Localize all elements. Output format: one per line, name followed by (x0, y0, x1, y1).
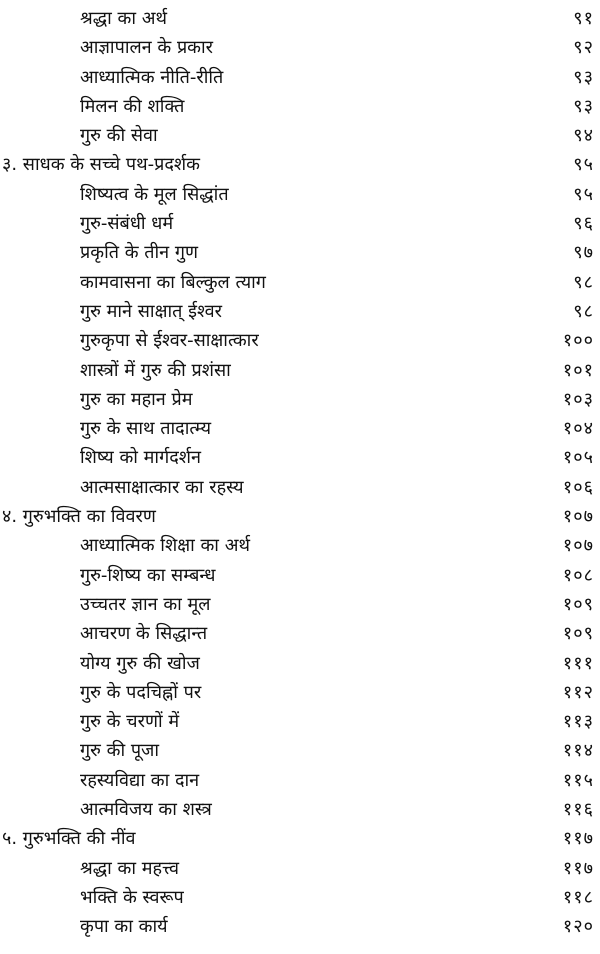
toc-entry-title: गुरु के साथ तादात्म्य (80, 418, 212, 440)
toc-entry-page: ९३ (573, 95, 594, 117)
toc-entry-title: उच्चतर ज्ञान का मूल (80, 593, 211, 615)
toc-entry-page: ९४ (573, 125, 594, 147)
toc-entry (0, 238, 600, 267)
toc-entry (0, 854, 600, 883)
toc-entry (0, 561, 600, 590)
toc-entry-page: ९५ (573, 183, 594, 205)
toc-entry-page: १०७ (562, 535, 594, 557)
toc-entry-title: गुरु माने साक्षात् ईश्वर (80, 300, 222, 322)
toc-entry-page: ९६ (573, 213, 594, 235)
toc-entry-title: रहस्यविद्या का दान (80, 769, 200, 791)
toc-entry-title: गुरु-संबंधी धर्म (80, 213, 174, 235)
toc-entry-title: आध्यात्मिक नीति-रीति (80, 66, 224, 88)
toc-entry-title: आचरण के सिद्धान्त (80, 623, 208, 645)
toc-entry-title: प्रकृति के तीन गुण (80, 242, 199, 264)
toc-entry (0, 33, 600, 62)
toc-entry-page: १२० (562, 916, 594, 938)
toc-entry-title: गुरु की पूजा (80, 740, 160, 762)
toc-entry (0, 4, 600, 33)
toc-entry-title: गुरु के पदचिह्नों पर (80, 681, 202, 703)
toc-chapter-entry (0, 502, 600, 531)
toc-entry (0, 92, 600, 121)
toc-entry-page: ११८ (562, 886, 594, 908)
toc-entry (0, 297, 600, 326)
toc-entry-page: १०९ (562, 593, 594, 615)
toc-entry-title: आध्यात्मिक शिक्षा का अर्थ (80, 535, 250, 557)
toc-entry-page: १०९ (562, 623, 594, 645)
toc-entry (0, 766, 600, 795)
toc-entry-title: कामवासना का बिल्कुल त्याग (80, 271, 266, 293)
toc-entry-page: ११३ (562, 711, 594, 733)
toc-entry-page: ११२ (562, 681, 594, 703)
toc-entry-page: ११५ (562, 769, 594, 791)
toc-entry (0, 63, 600, 92)
toc-entry (0, 209, 600, 238)
toc-entry (0, 268, 600, 297)
toc-entry-title: मिलन की शक्ति (80, 95, 185, 117)
toc-entry (0, 121, 600, 150)
toc-entry (0, 795, 600, 824)
toc-entry (0, 619, 600, 648)
toc-entry (0, 180, 600, 209)
toc-entry-page: ९७ (573, 242, 594, 264)
toc-entry-page: १११ (562, 652, 594, 674)
toc-entry (0, 883, 600, 912)
toc-entry-page: ९३ (573, 66, 594, 88)
toc-entry (0, 678, 600, 707)
toc-entry-title: गुरु की सेवा (80, 125, 158, 147)
toc-entry (0, 531, 600, 560)
toc-entry-page: १०३ (562, 388, 594, 410)
toc-entry-title: गुरु का महान प्रेम (80, 388, 193, 410)
toc-entry-title: गुरु-शिष्य का सम्बन्ध (80, 564, 216, 586)
toc-entry (0, 473, 600, 502)
toc-entry-title: शास्त्रों में गुरु की प्रशंसा (80, 359, 231, 381)
toc-entry-page: ११६ (562, 799, 594, 821)
toc-entry (0, 912, 600, 941)
toc-entry (0, 326, 600, 355)
toc-entry-title: शिष्यत्व के मूल सिद्धांत (80, 183, 229, 205)
toc-entry-title: आत्मसाक्षात्कार का रहस्य (80, 476, 244, 498)
toc-entry-title: गुरुकृपा से ईश्वर-साक्षात्कार (80, 330, 259, 352)
toc-entry (0, 649, 600, 678)
toc-entry-title: योग्य गुरु की खोज (80, 652, 200, 674)
toc-entry-page: ११७ (562, 828, 594, 850)
toc-entry (0, 736, 600, 765)
toc-entry (0, 590, 600, 619)
toc-entry-page: १०४ (562, 418, 594, 440)
toc-chapter-title: ३. साधक के सच्चे पथ-प्रदर्शक (2, 154, 200, 176)
toc-entry-page: ११४ (562, 740, 594, 762)
toc-entry-page: ११७ (562, 857, 594, 879)
table-of-contents (0, 4, 600, 942)
toc-entry-page: १०० (562, 330, 594, 352)
toc-entry-page: १०७ (562, 506, 594, 528)
toc-entry-page: १०५ (562, 447, 594, 469)
toc-entry (0, 356, 600, 385)
toc-entry-page: ९१ (573, 8, 594, 29)
toc-entry (0, 414, 600, 443)
toc-entry-title: श्रद्धा का महत्त्व (80, 857, 179, 879)
toc-chapter-title: ५. गुरुभक्ति की नींव (2, 828, 136, 850)
toc-chapter-entry (0, 824, 600, 853)
toc-entry-title: भक्ति के स्वरूप (80, 886, 184, 908)
toc-entry-page: १०८ (562, 564, 594, 586)
toc-chapter-entry (0, 150, 600, 179)
toc-entry-page: ९२ (573, 37, 594, 59)
toc-entry-page: १०६ (562, 476, 594, 498)
toc-entry-title: शिष्य को मार्गदर्शन (80, 447, 202, 469)
toc-entry (0, 707, 600, 736)
toc-entry-page: ९८ (573, 300, 594, 322)
toc-entry-title: कृपा का कार्य (80, 916, 168, 938)
toc-entry-page: ९८ (573, 271, 594, 293)
toc-entry (0, 443, 600, 472)
toc-entry-title: आत्मविजय का शस्त्र (80, 799, 212, 821)
toc-entry (0, 385, 600, 414)
toc-entry-page: १०१ (562, 359, 594, 381)
toc-entry-page: ९५ (573, 154, 594, 176)
toc-entry-title: गुरु के चरणों में (80, 711, 180, 733)
toc-chapter-title: ४. गुरुभक्ति का विवरण (2, 506, 156, 528)
toc-entry-title: श्रद्धा का अर्थ (80, 8, 167, 29)
toc-entry-title: आज्ञापालन के प्रकार (80, 37, 214, 59)
